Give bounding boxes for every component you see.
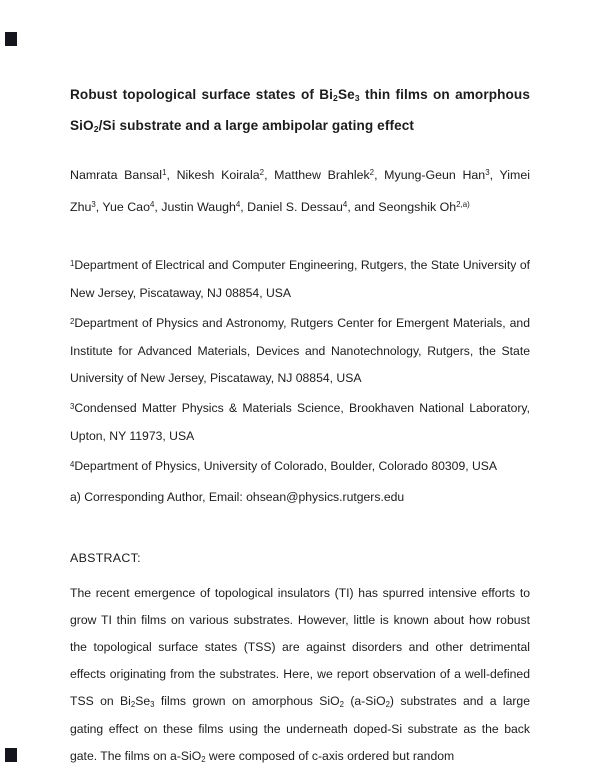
corresponding-author-note: a) Corresponding Author, Email: ohsean@physics.rutgers.edu — [70, 490, 405, 504]
page-corner-mark-top — [5, 32, 17, 46]
paper-title: Robust topological surface states of Bi2Se3 thin films on amorphous SiO2/Si substrate and a large ambipolar gating effect — [70, 87, 530, 135]
abstract-text: The recent emergence of topological insulators (TI) has spurred intensive efforts to grow TI thin films on various substrates. However, little is known about how robust the topological surface states (TSS) are against disorders and other detrimental effects originating from the substrates. Here, we report observation of a well-defined TSS on Bi2Se3 films grown on amorphous SiO2 (a-SiO2) substrates and a large gating effect on these films using the underneath doped-Si substrate as the back gate. The films on a-SiO2 were composed of c-axis ordered but random — [70, 586, 530, 765]
author-list: Namrata Bansal$^1$, Nikesh Koirala$^2$, Matthew Brahlek$^2$, Myung-Geun Han$^3$, Yimei Zhu$^3$, Yue Cao$^4$, Justin Waugh$^4$, Daniel S. Dessau$^4$, and Seongshik Oh$^{2,a)}$ — [70, 168, 531, 214]
affiliation-3: $^3$Condensed Matter Physics & Materials Science, Brookhaven National Laboratory, Upton, NY 11973, USA — [70, 401, 530, 443]
affiliation-2: $^2$Department of Physics and Astronomy, Rutgers Center for Emergent Materials, and Institute for Advanced Materials, Devices and Nanotechnology, Rutgers, the State University of New Jersey, Piscataway, NJ 08854, USA — [70, 316, 530, 385]
affiliation-4: $^4$Department of Physics, University of Colorado, Boulder, Colorado 80309, USA — [70, 459, 498, 473]
affiliation-1: $^1$Department of Electrical and Computer Engineering, Rutgers, the State University of New Jersey, Piscataway, NJ 08854, USA — [70, 258, 530, 300]
page-corner-mark-bottom — [5, 748, 17, 762]
abstract-heading: ABSTRACT: — [70, 551, 141, 565]
